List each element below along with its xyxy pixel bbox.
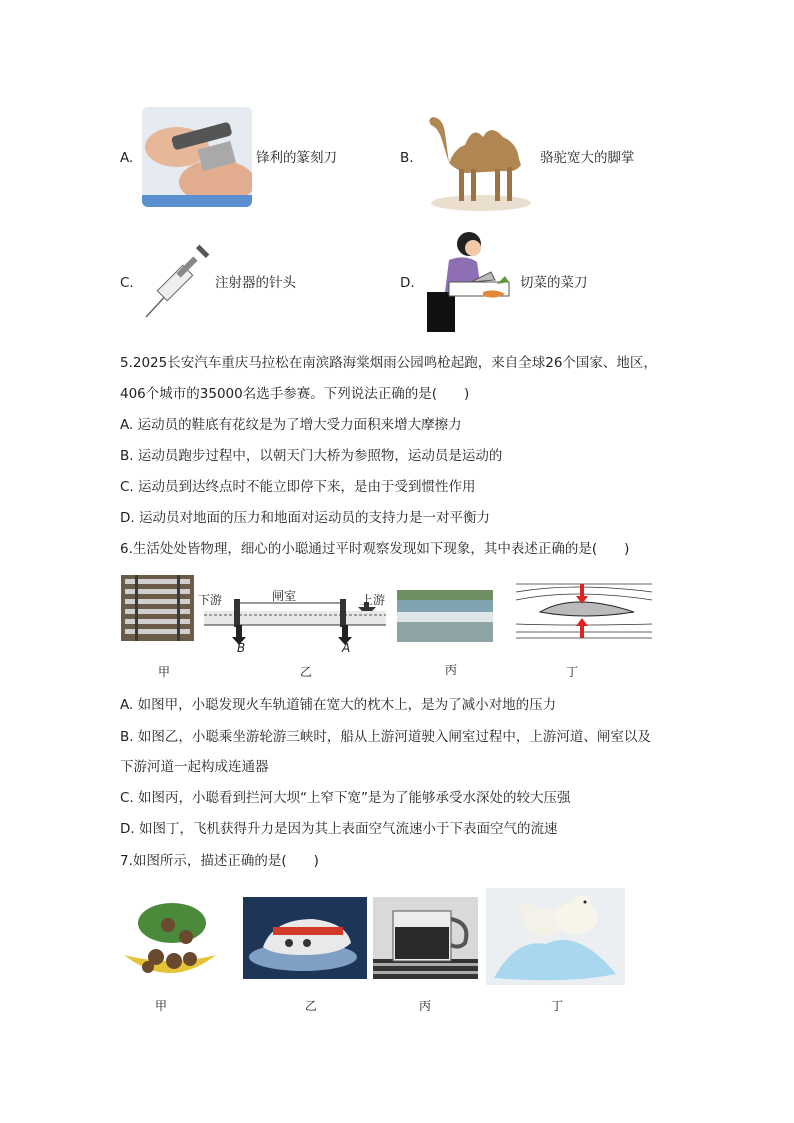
option-d-text: 切菜的菜刀 xyxy=(520,275,588,291)
downstream-label: 下游 xyxy=(198,593,223,607)
q7-caption-ding: 丁 xyxy=(551,999,564,1013)
option-b-text: 骆驼宽大的脚掌 xyxy=(540,150,635,166)
submarine-icon xyxy=(243,897,367,979)
q6-caption-yi: 乙 xyxy=(300,665,313,679)
q7-stem: 7.如图所示，描述正确的是( ) xyxy=(120,853,319,869)
chef-icon xyxy=(425,230,515,332)
q7-caption-bing: 丙 xyxy=(419,999,432,1013)
q7-caption-yi: 乙 xyxy=(305,999,318,1013)
camel-icon xyxy=(425,103,537,213)
polar-bear-icon xyxy=(486,888,625,985)
jar-icon xyxy=(373,897,478,979)
q5-stem-line1: 5.2025长安汽车重庆马拉松在南滨路海棠烟雨公园鸣枪起跑，来自全球26个国家、地区， xyxy=(120,355,657,371)
snails-on-leaf-image xyxy=(120,895,218,985)
q6-option-a: A. 如图甲，小聪发现火车轨道铺在宽大的枕木上，是为了减小对地的压力 xyxy=(120,697,557,713)
q6-caption-bing: 丙 xyxy=(445,663,458,677)
q5-option-c: C. 运动员到达终点时不能立即停下来，是由于受到惯性作用 xyxy=(120,479,476,495)
q6-stem: 6.生活处处皆物理，细心的小聪通过平时观察发现如下现象，其中表述正确的是( ) xyxy=(120,541,630,557)
camel-image xyxy=(425,103,537,213)
q6-caption-jia: 甲 xyxy=(158,665,171,679)
option-d-letter: D. xyxy=(400,275,415,291)
valve-a-label: A xyxy=(342,641,351,655)
q5-stem-line2: 406个城市的35000名选手参赛。下列说法正确的是( ) xyxy=(120,386,470,402)
chamber-label: 闸室 xyxy=(272,589,297,603)
q6-option-b-cont: 下游河道一起构成连通器 xyxy=(120,759,269,775)
option-a-letter: A. xyxy=(120,150,134,166)
option-c-letter: C. xyxy=(120,275,134,291)
seal-knife-image xyxy=(142,107,252,207)
option-c-text: 注射器的针头 xyxy=(215,275,296,291)
railway-image xyxy=(121,575,194,641)
dam-image xyxy=(397,590,493,642)
q6-caption-ding: 丁 xyxy=(566,665,579,679)
snail-leaf-icon xyxy=(120,895,218,985)
liquid-jar-image xyxy=(373,897,478,979)
dam-icon xyxy=(397,590,493,642)
q5-option-a: A. 运动员的鞋底有花纹是为了增大受力面积来增大摩擦力 xyxy=(120,417,462,433)
polar-bears-image xyxy=(486,888,625,985)
airfoil-diagram xyxy=(514,578,654,642)
upstream-label: 上游 xyxy=(361,593,386,607)
syringe-image xyxy=(140,243,215,321)
railway-track-icon xyxy=(121,575,194,641)
q6-option-b: B. 如图乙，小聪乘坐游轮游三峡时，船从上游河道驶入闸室过程中，上游河道、闸室以及 xyxy=(120,729,651,745)
q5-option-b: B. 运动员跑步过程中，以朝天门大桥为参照物，运动员是运动的 xyxy=(120,448,503,464)
syringe-icon xyxy=(140,243,215,321)
q5-option-d: D. 运动员对地面的压力和地面对运动员的支持力是一对平衡力 xyxy=(120,510,490,526)
q6-option-c: C. 如图丙，小聪看到拦河大坝“上窄下宽”是为了能够承受水深处的较大压强 xyxy=(120,790,571,806)
hand-knife-icon xyxy=(142,107,252,207)
valve-b-label: B xyxy=(237,641,246,655)
wing-airflow-icon xyxy=(514,578,654,642)
option-a-text: 锋利的篆刻刀 xyxy=(256,150,337,166)
cooking-woman-image xyxy=(425,230,515,332)
q7-caption-jia: 甲 xyxy=(155,999,168,1013)
q6-option-d: D. 如图丁，飞机获得升力是因为其上表面空气流速小于下表面空气的流速 xyxy=(120,821,558,837)
option-b-letter: B. xyxy=(400,150,414,166)
submersible-image xyxy=(243,897,367,979)
